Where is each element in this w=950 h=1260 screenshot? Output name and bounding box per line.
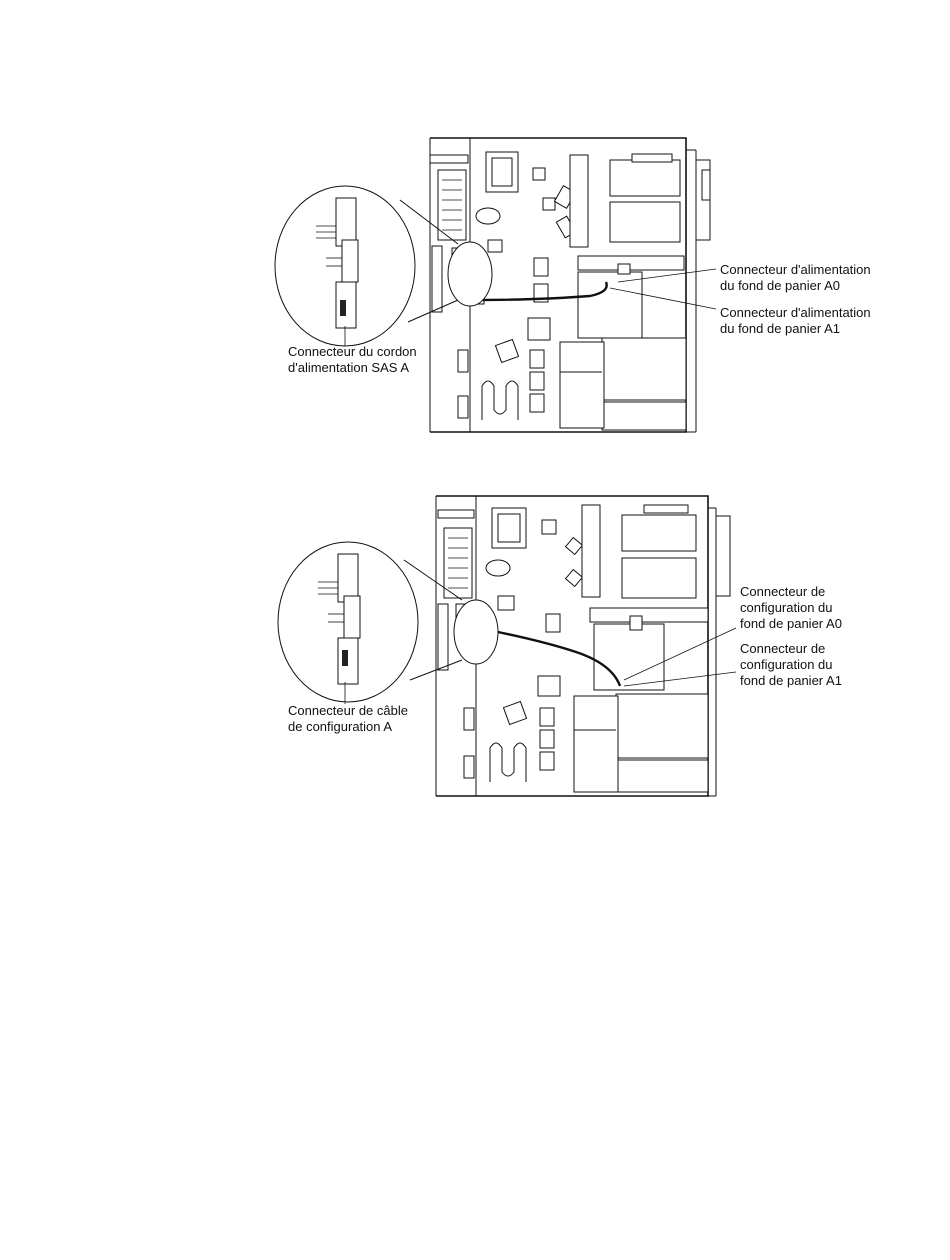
sas-power-board-connector-label: Connecteur du cordon d'alimentation SAS A (288, 344, 417, 375)
backplane-a0-config-label: Connecteur de configuration du fond de panier A0 (740, 584, 842, 631)
backplane-a0-power-label: Connecteur d'alimentation du fond de panier A0 (720, 262, 871, 293)
config-board-connector-label: Connecteur de câble de configuration A (288, 703, 408, 734)
backplane-a1-power-label: Connecteur d'alimentation du fond de panier A1 (720, 305, 871, 336)
drive-bays-2 (574, 505, 708, 792)
drive-bays-1 (560, 154, 686, 430)
backplane-a1-config-label: Connecteur de configuration du fond de panier A1 (740, 641, 842, 688)
